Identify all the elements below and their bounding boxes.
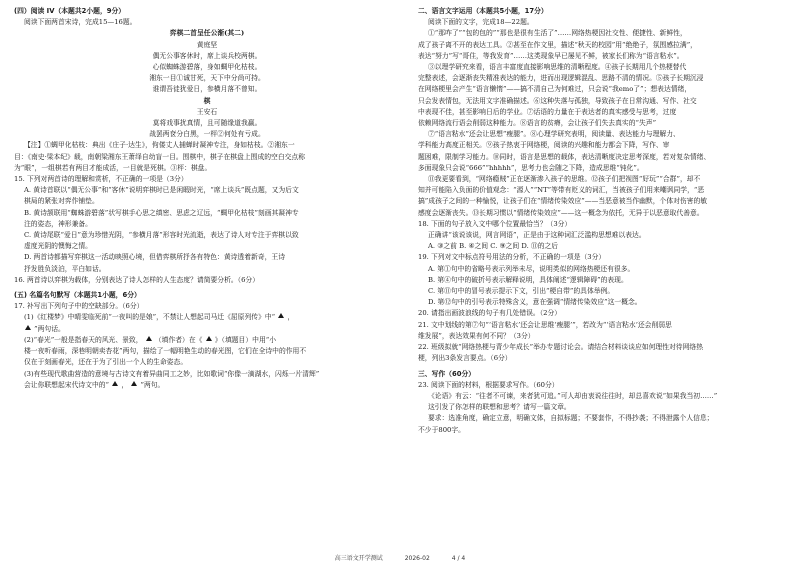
left-column xyxy=(14,6,400,391)
left-text-line: 棋局的紧张对弈作铺垫。 xyxy=(24,197,99,206)
left-text-line: 楼一夜听春雨，深巷明朝卖杏花”两句，描绘了一幅明艳生动的春光图，它们在全诗中的作用不 xyxy=(24,347,307,356)
page-footer xyxy=(0,553,800,562)
blank-triangle-icon xyxy=(146,336,152,341)
left-text-line: (四）阅读 IV（本题共2小题，9分） xyxy=(14,7,126,15)
left-text-line: 目：《南史·梁本纪》载，南朝梁湘东王萧绎自幼盲一目。围棋中，棋子在棋盘上围成的空白交点称 xyxy=(14,152,306,161)
left-text-line: (3)有些现代歌曲营造的意境与古诗文有着异曲同工之妙，比如歌词“你像一滴湖水，闪烁一片清辉” xyxy=(24,369,320,378)
left-text-line: A. 黄诗首联以“偶无公事”和“客休”说明弈棋时已是闲暇时光，“席上谈兵”既点题，又为后文 xyxy=(24,186,299,195)
footer-title: 高三语文开学测试 xyxy=(334,555,383,562)
left-text-line: 黄庭坚 xyxy=(196,40,218,49)
left-text-line: 15. 下列对两首诗的理解和赏析，不正确的一项是（3分） xyxy=(14,175,188,184)
left-text-line: 【注】①蜩甲化枯枝：典出《庄子·达生》，佝偻丈人捕蝉时凝神专注，身如枯枝。②湘东一 xyxy=(24,141,295,150)
right-text-line: 三、写作（60分） xyxy=(418,369,476,378)
right-text-line: 多面现象只会说“666”“hhhhh”，思考力也会随之下降，造成思维“钝化”。 xyxy=(418,163,644,172)
right-text-line: 搞”成孩子之间的一种愉悦，让孩子们在“情绪传染效应”——当恶意被当作幽默，个体对伤害的敏 xyxy=(418,197,708,206)
right-text-line: B. 第④句中的破折号表示解释说明，具体阐述“逻辑障碍”的表现。 xyxy=(428,275,628,284)
blank-triangle-icon xyxy=(25,325,31,330)
right-text-line: 22. 班级拟就“网络热梗与青少年成长”举办专题讨论会。请结合材料谈谈应如何理性对待网络热 xyxy=(418,343,703,352)
right-column xyxy=(418,6,790,436)
right-text-line: D. 第⑫句中的引号表示特殊含义，意在强调“情绪传染效应”这一概念。 xyxy=(428,298,642,307)
right-text-line: 维发展”，表达效果有何不同？（3分） xyxy=(418,331,535,340)
left-text-line: ”两句话。 xyxy=(14,324,400,335)
left-text-line: 16. 两首诗以弈棋为载体，分别表达了诗人怎样的人生态度？请简要分析。（6分） xyxy=(14,275,259,284)
left-text-line: 棋 xyxy=(203,96,211,105)
right-text-line: 表达“努力”写“哥住，等我发育”……这类现象早已屡见不鲜，被家长们称为“语言粘水”。 xyxy=(418,51,684,60)
footer-date: 2026-02 xyxy=(404,555,430,562)
left-text-line: D. 两首诗都描写弈棋这一活动映照心境，但借弈棋所抒各有特色：黄诗透着新奇，王诗 xyxy=(24,253,286,262)
left-text-line: 偶无公事客休时，席上谈兵校两棋。 xyxy=(152,51,262,60)
left-text-line: 仅在于刻画春光，还在于为了引出一个人的生命姿态。 xyxy=(24,358,188,367)
left-text-line: (五) 名篇名句默写（本题共1小题，6分） xyxy=(14,291,141,300)
right-text-line: 不少于800字。 xyxy=(418,425,465,434)
left-text-line: 注的姿态，神形兼备。 xyxy=(24,219,92,228)
right-text-line: A. 第①句中的省略号表示列举未尽，说明类似的网络热梗还有很多。 xyxy=(428,264,635,273)
right-text-line: 这引发了你怎样的联想和思考？请写一篇文章。 xyxy=(428,403,571,412)
blank-triangle-icon xyxy=(278,313,284,318)
blank-triangle-icon xyxy=(206,336,212,341)
blank-triangle-icon xyxy=(131,381,137,386)
left-text-line: 心似蜘蛛游碧落，身如蜩甲化枯枝。 xyxy=(152,63,262,72)
right-text-line: 成了孩子离不开的表达工具。②甚至在作文里，描述“秋天的校园”用“绝绝子，氛围感拉满”， xyxy=(418,40,697,49)
left-text-line: 莫将戏事扰真情，且可随缘道我赢。 xyxy=(152,119,262,128)
left-text-line: C. 黄诗尾联“爱日”意为珍惜光阴，“参横月落”形容时光流逝，表达了诗人对专注于弈棋以致 xyxy=(24,231,299,240)
left-text-line: 虚度光阴的懊悔之情。 xyxy=(24,242,92,251)
right-text-line: 完整表述，会逐渐丧失精准表达的能力，进而出现逻辑混乱、思路不清的情况。⑤孩子长期沉浸 xyxy=(418,74,704,83)
right-text-line: 中表现不佳，甚至影响日后的学业。⑦话语的力量在于表达者的真实感受与思考，过度 xyxy=(418,107,677,116)
right-text-line: 依赖网络流行语会削弱这种能力。⑧语言的贫瘠，会让孩子们失去真实的“失声” xyxy=(418,119,657,128)
left-text-line: 阅读下面两首宋诗，完成15—16题。 xyxy=(24,18,137,27)
right-text-line: 学科能力高度正相关。⑨孩子热衷于网络梗，阅读的兴趣和能力都会下降，写作、审 xyxy=(418,141,670,150)
right-text-line: 只会发表情包，无法用文字准确描述。⑥这种失落与孤独，导致孩子在日常沟通、写作、社交 xyxy=(418,96,697,105)
left-text-line: 17. 补写出下列句子中的空缺部分。（6分） xyxy=(14,302,144,311)
right-text-line: 感度会逐渐丧失。⑬长期习惯以“情绪传染效应”——这一概念为依托，无异于以恶意取代善意。 xyxy=(418,208,704,217)
right-text-line: 18. 下面的句子放入文中哪个位置最恰当？（3分） xyxy=(418,219,572,228)
right-text-line: ⑪我更要看到，“网络瘾贼”正在逐渐渗入孩子的思维。⑫孩子们把视图“好玩”“合群”，却不 xyxy=(428,175,701,184)
left-text-line: 为“眼”，一组棋若有两目才能成活，一目就是死棋。③枰：棋盘。 xyxy=(14,163,212,172)
left-text-line: 会让你联想起宋代诗文中的“ ， ”两句。 xyxy=(24,380,165,389)
right-text-line: 阅读下面的文字，完成18—22题。 xyxy=(428,18,534,27)
left-text-line: 谁谓吾徒犹爱日，参横月落不曾知。 xyxy=(152,85,262,94)
right-text-line: 《论语》有云：“往者不可谏，来者犹可追。”可人却由衷说往往时，却总喜欢说“如果我当初……” xyxy=(428,391,718,400)
right-text-line: 梗，列出3条发言要点。（6分） xyxy=(418,354,512,363)
left-text-line: 弈棋二首呈任公渐(其二) xyxy=(169,29,245,38)
left-text-line: 王安石 xyxy=(196,107,218,116)
left-text-line: B. 黄诗颔联用“蜘蛛游碧落”状写棋手心思之缜密、思虑之辽远，“蜩甲化枯枝”刻画其凝神专 xyxy=(24,208,299,217)
right-text-line: 20. 请指出画波浪线的句子有几处错误。（2分） xyxy=(418,309,562,318)
right-text-line: 正确讲“该说该说，网言网语”，正是由于这种词汇泛滥构思想难以表达。 xyxy=(428,231,646,240)
left-text-line: 抒发胜负淡泊，平白如话。 xyxy=(24,264,106,273)
right-text-line: 21. 文中划线的第⑦句“‘语言粘水’还会让思维‘瘦腿’”，若改为“‘语言粘水’还会削弱思 xyxy=(418,320,672,329)
right-text-line: ③以理学研究来看，语言丰富度直接影响思维的清晰程度。④孩子长期用几个热梗替代 xyxy=(428,63,687,72)
right-text-line: 二、语言文字运用（本题共5小题，17分） xyxy=(418,7,548,15)
footer-page: 4 / 4 xyxy=(451,555,466,562)
right-text-line: 在网络梗里会产生“语言懒惰”——搞不清自己为何难过，只会说“我emo了”；想表达情绪， xyxy=(418,85,692,94)
right-text-line: ①“那咋了”“包的包的”“那也是很有生活了”……网络热梗因社交性、便捷性、新鲜性， xyxy=(428,29,687,38)
left-text-line: 战罢两奁分白黑，一枰②何处有亏成。 xyxy=(149,130,265,139)
right-text-line: ⑦“语言粘水”还会让思想“瘦腿”。⑧心理学研究表明，阅读量、表达能力与理解力、 xyxy=(428,130,680,139)
right-text-line: A. ③之前 B. ④之间 C. ⑨之间 D. ⑪的之后 xyxy=(428,242,559,251)
right-text-line: 要求：选准角度，确定立意，明确文体，自拟标题；不要套作，不得抄袭；不得泄露个人信息； xyxy=(428,414,714,423)
left-text-line: (1)《红楼梦》中晴雯临死前“一夜叫的是娘”，不禁让人想起司马迁《屈原列传》中“ ， xyxy=(24,313,295,322)
right-text-line: 题困难，限制学习能力。⑩同时，语言是思想的载体，表达清晰度决定思考深度，若对复杂情绪、 xyxy=(418,152,711,161)
right-text-line: 知并可能陷入负面的价值观念：“源人”“NT”等带有贬义的词汇，当被孩子们用来嘲讽同学，“恶 xyxy=(418,186,705,195)
right-text-line: C. 第⑪句中的冒号表示提示下文，引出“梗自带”的具体举例。 xyxy=(428,287,615,296)
right-text-line: 23. 阅读下面的材料，根据要求写作。（60分） xyxy=(418,380,559,389)
left-text-line: 湘东一目①诚甘死，天下中分尚可持。 xyxy=(149,74,265,83)
blank-triangle-icon xyxy=(112,381,118,386)
left-text-line: (2)“春光”一般是指春天的风光、景致， （填作者）在《 》（填题目）中用“小 xyxy=(24,335,277,344)
right-text-line: 19. 下列对文中标点符号用法的分析，不正确的一项是（3分） xyxy=(418,253,606,262)
